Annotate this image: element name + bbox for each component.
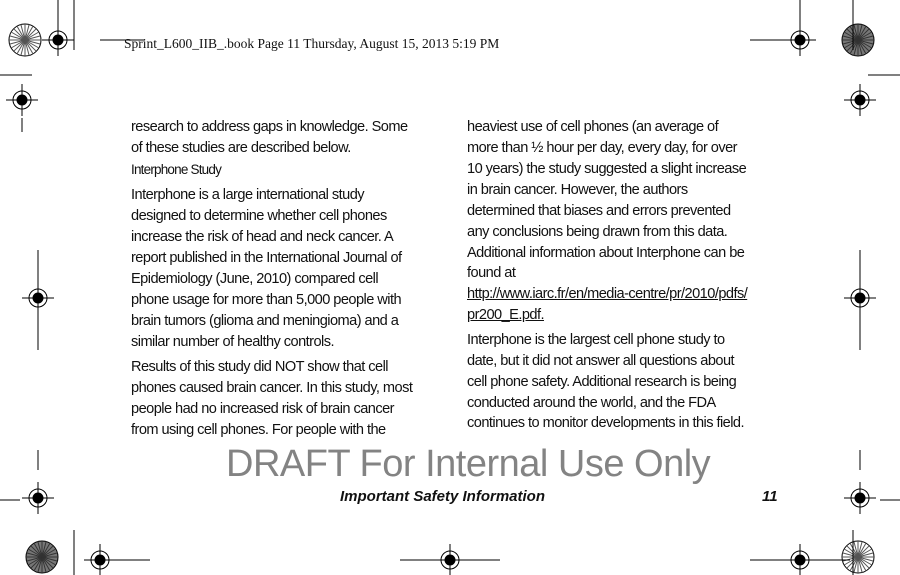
text-line: Interphone is the largest cell phone study to [467, 332, 725, 348]
draft-watermark: DRAFT For Internal Use Only [226, 443, 711, 485]
text-line: phones caused brain cancer. In this study, most [131, 380, 413, 396]
text-line: Interphone is a large international study [131, 187, 365, 203]
text-line: research to address gaps in knowledge. Some [131, 119, 408, 135]
text-line: Additional information about Interphone can be [467, 245, 745, 261]
text-line: increase the risk of head and neck cancer. A [131, 229, 394, 245]
text-line: in brain cancer. However, the authors [467, 182, 688, 198]
text-line: continues to monitor developments in this field. [467, 415, 744, 431]
text-line: Results of this study did NOT show that cell [131, 359, 388, 375]
text-line: Epidemiology (June, 2010) compared cell [131, 271, 379, 287]
text-line: phone usage for more than 5,000 people with [131, 292, 402, 308]
text-line: people had no increased risk of brain cancer [131, 401, 394, 417]
footer-title: Important Safety Information [340, 488, 546, 505]
page-number: 11 [762, 488, 778, 505]
slug-line: Sprint_L600_IIB_.book Page 11 Thursday, August 15, 2013 5:19 PM [124, 36, 500, 51]
text-line: found at [467, 265, 516, 281]
interphone-link[interactable]: http://www.iarc.fr/en/media-centre/pr/2010/pdfs/ [467, 286, 748, 302]
text-line: brain tumors (glioma and meningioma) and a [131, 313, 399, 329]
text-line: determined that biases and errors prevented [467, 203, 731, 219]
text-line: 10 years) the study suggested a slight increase [467, 161, 747, 177]
text-line: date, but it did not answer all questions about [467, 353, 735, 369]
interphone-link-continued[interactable]: pr200_E.pdf. [467, 307, 544, 323]
text-line: from using cell phones. For people with the [131, 422, 386, 438]
text-line: designed to determine whether cell phones [131, 208, 387, 224]
text-line: any conclusions being drawn from this data. [467, 224, 728, 240]
text-line: report published in the International Journal of [131, 250, 402, 266]
text-line: conducted around the world, and the FDA [467, 395, 716, 411]
text-line: similar number of healthy controls. [131, 334, 334, 350]
text-line: heaviest use of cell phones (an average of [467, 119, 719, 135]
section-heading: Interphone Study [131, 162, 222, 177]
text-line: of these studies are described below. [131, 140, 351, 156]
text-line: cell phone safety. Additional research is being [467, 374, 737, 390]
text-line: more than ½ hour per day, every day, for over [467, 140, 737, 156]
